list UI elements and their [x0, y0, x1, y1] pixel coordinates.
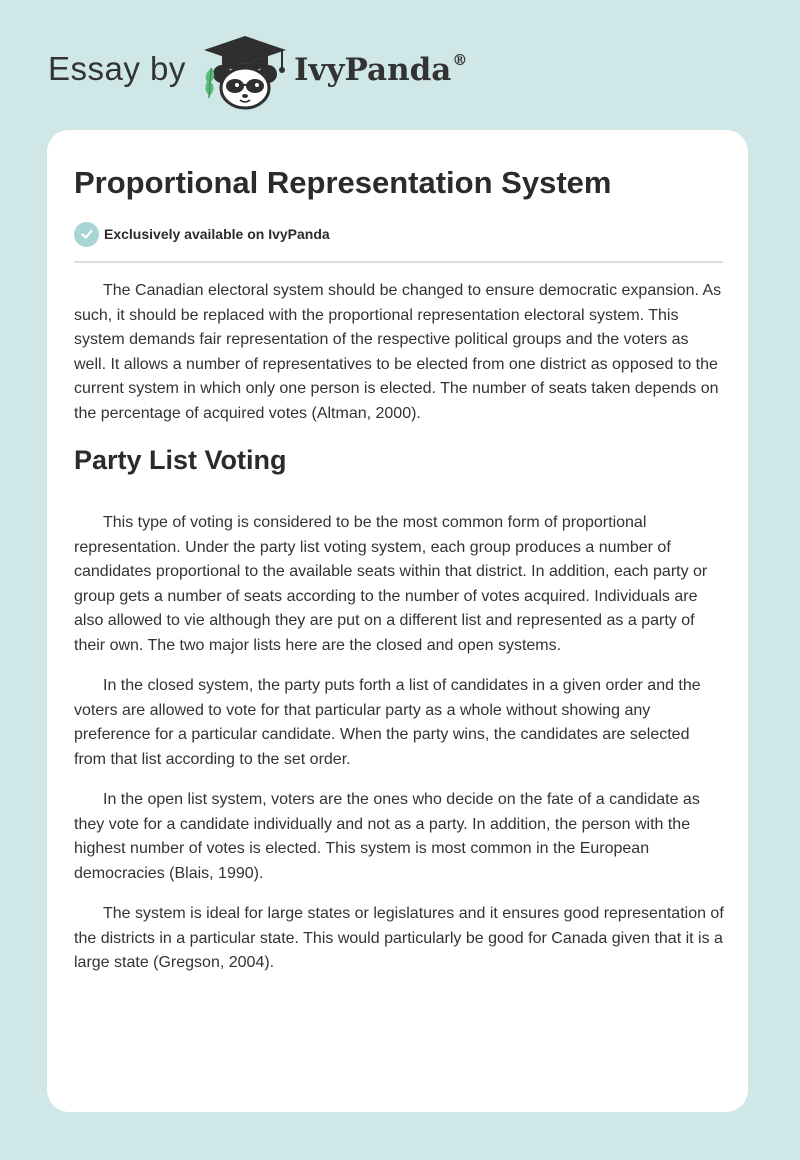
body-paragraph: The system is ideal for large states or legislatures and it ensures good representation of the districts in a particular state. This would particularly be good for Canada given that it is a large state (Gregson, 2004).	[74, 905, 724, 971]
body-paragraph: This type of voting is considered to be the most common form of proportional representation. Under the party list voting system, each group produces a number of candidates proportional to the available seats within that district. In addition, each party or group gets a number of seats according to the number of votes acquired. Individuals are also allowed to vie although they are put on a different list and represented as a party of their own. The two major lists here are the closed and open systems.	[74, 514, 708, 654]
body-paragraph: In the open list system, voters are the ones who decide on the fate of a candidate as they vote for a candidate individually and not as a party. In addition, the person with the highest number of votes is elected. This system is most common in the European democracies (Blais, 1990).	[74, 791, 700, 882]
registered-mark: ®	[452, 50, 468, 69]
body-paragraph: In the closed system, the party puts forth a list of candidates in a given order and the voters are allowed to vote for that particular party as a whole without showing any preference for a particular candidate. When the party wins, the candidates are selected from that list according to the set order.	[74, 677, 701, 768]
panda-logo-icon[interactable]	[200, 34, 290, 110]
article-card	[47, 130, 748, 1112]
brand-text: IvyPanda	[294, 52, 452, 88]
brand-name[interactable]	[294, 52, 467, 88]
badge-label: Exclusively available on IvyPanda	[104, 226, 330, 242]
site-header	[0, 0, 800, 130]
article-body	[74, 279, 724, 992]
page-title: Proportional Representation System	[74, 165, 612, 200]
essay-by-label: Essay by	[48, 50, 186, 87]
exclusive-badge	[74, 221, 330, 247]
intro-paragraph: The Canadian electoral system should be changed to ensure democratic expansion. As such, it should be replaced with the proportional representation electoral system. This system demands fair representation of the respective political groups and the voters as well. It allows a number of representatives to be elected from one district as opposed to the current system in which only one person is elected. The number of seats taken depends on the percentage of acquired votes (Altman, 2000).	[74, 282, 722, 422]
section-heading: Party List Voting	[74, 445, 287, 475]
divider	[74, 261, 723, 263]
check-icon	[74, 222, 99, 247]
